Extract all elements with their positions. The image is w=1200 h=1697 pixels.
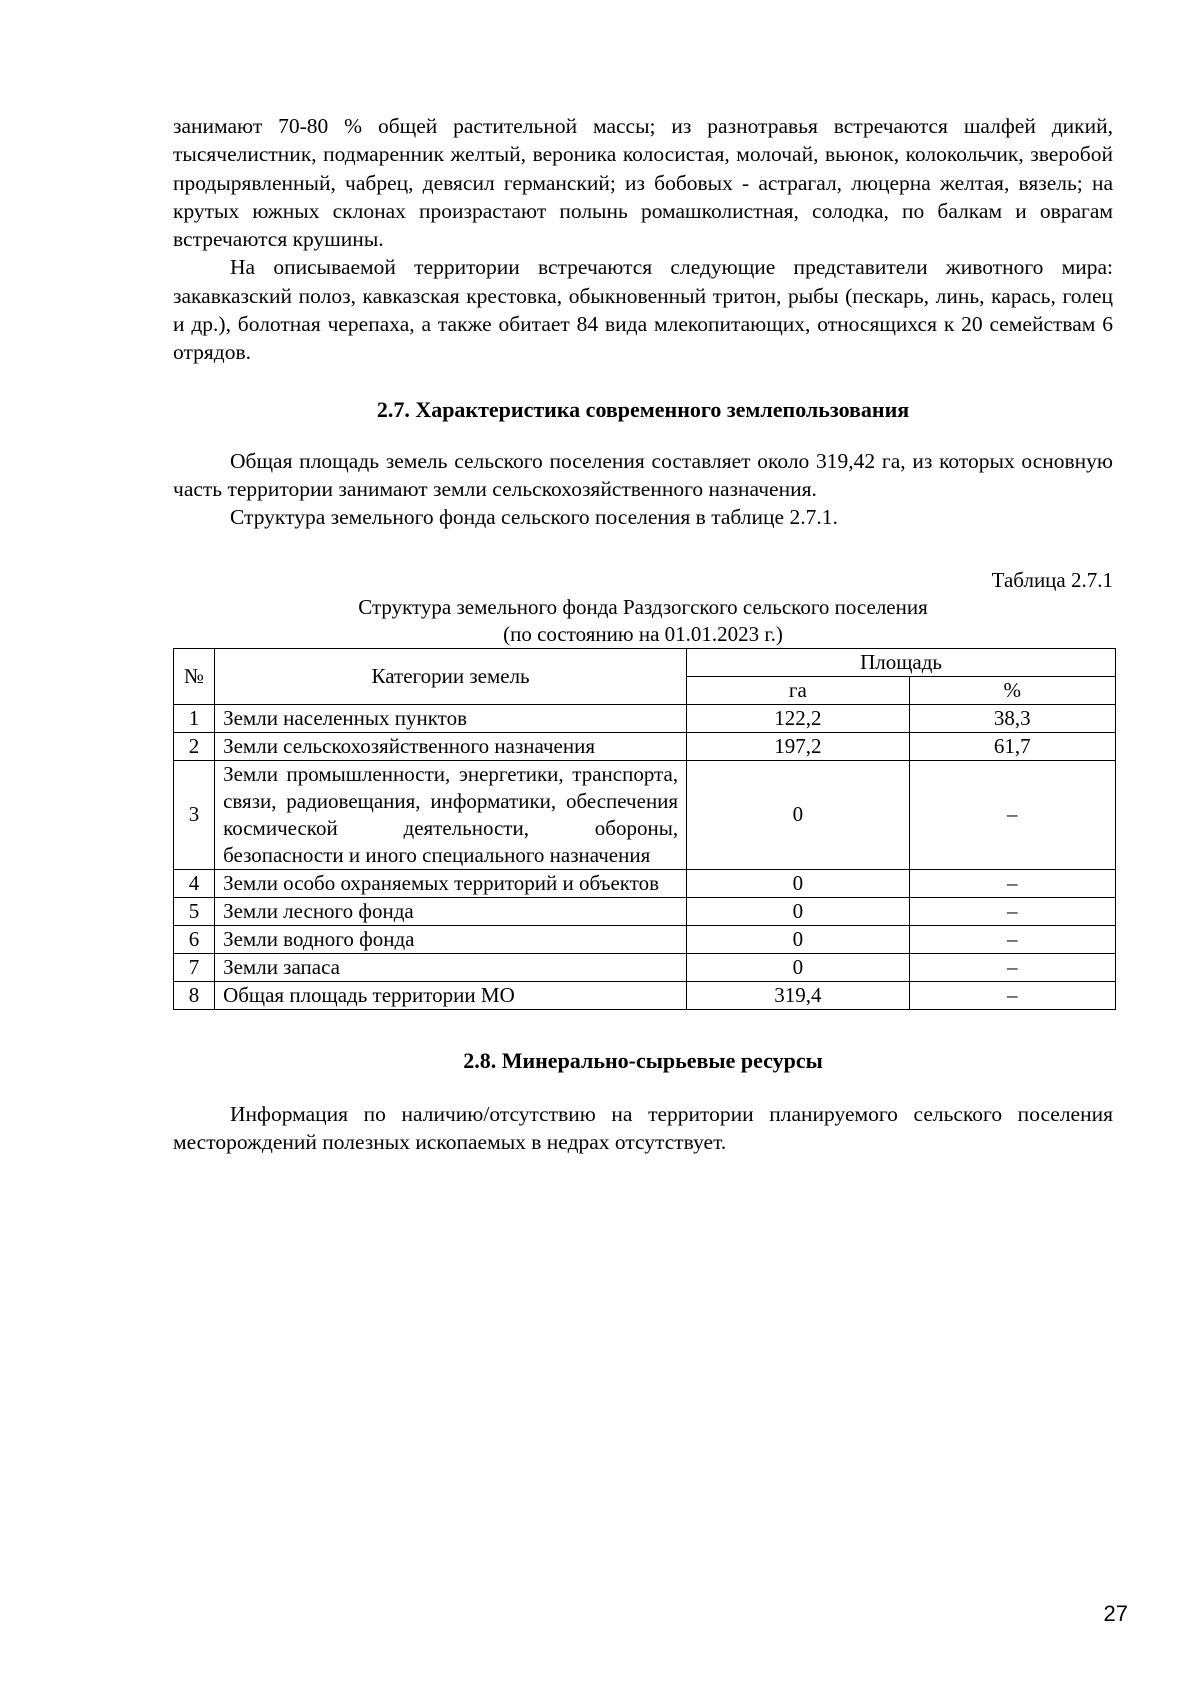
paragraph-table-reference: Структура земельного фонда сельского поселения в таблице 2.7.1.	[230, 505, 838, 530]
header-area: Площадь	[687, 648, 1116, 676]
row-ha: 197,2	[687, 732, 909, 760]
table-row	[174, 925, 1116, 953]
row-pct: 38,3	[909, 704, 1115, 732]
row-category: Земли сельскохозяйственного назначения	[215, 732, 687, 760]
table-row	[174, 704, 1116, 732]
header-category: Категории земель	[215, 648, 687, 704]
document-page	[173, 112, 1113, 1156]
row-ha: 122,2	[687, 704, 909, 732]
table-row	[174, 760, 1116, 869]
row-num: 7	[174, 953, 215, 981]
paragraph-fauna: На описываемой территории встречаются следующие представители животного мира: закавказский полоз, кавказская крестовка, обыкновенный тритон, рыбы (пескарь, линь, карась, голец и др.), болотная черепаха, а также обитает 84 вида млекопитающих, относящихся к 20 семействам 6 отрядов.	[173, 255, 1113, 365]
table-row	[174, 981, 1116, 1009]
paragraph-vegetation: занимают 70-80 % общей растительной массы; из разнотравья встречаются шалфей дикий, тысячелистник, подмаренник желтый, вероника колосистая, молочай, вьюнок, колокольчик, зверобой продырявленный, чабрец, девясил германский; из бобовых - астрагал, люцерна желтая, вязель; на крутых южных склонах произрастают полынь ромашколистная, солодка, по балкам и оврагам встречаются крушины.	[173, 114, 1113, 252]
row-category: Земли лесного фонда	[215, 897, 687, 925]
row-category: Земли особо охраняемых территорий и объектов	[215, 869, 687, 897]
section-title-2-7: 2.7. Характеристика современного землепользования	[376, 396, 910, 422]
row-category: Земли населенных пунктов	[215, 704, 687, 732]
row-ha: 0	[687, 953, 909, 981]
header-pct: %	[909, 676, 1115, 704]
table-title-line-1: Структура земельного фонда Раздзогского сельского поселения	[358, 594, 928, 619]
row-ha: 0	[687, 869, 909, 897]
row-pct: –	[909, 760, 1115, 869]
table-label: Таблица 2.7.1	[991, 567, 1113, 592]
paragraph-total-area: Общая площадь земель сельского поселения составляет около 319,42 га, из которых основную часть территории занимают земли сельскохозяйственного назначения.	[173, 448, 1113, 501]
row-ha: 0	[687, 760, 909, 869]
table-row	[174, 732, 1116, 760]
page-number: 27	[1103, 1601, 1128, 1626]
row-pct: –	[909, 953, 1115, 981]
table-title-line-2: (по состоянию на 01.01.2023 г.)	[503, 621, 783, 646]
row-category: Общая площадь территории МО	[215, 981, 687, 1009]
row-ha: 0	[687, 897, 909, 925]
row-pct: –	[909, 925, 1115, 953]
table-row	[174, 869, 1116, 897]
paragraph-mineral-resources: Информация по наличию/отсутствию на территории планируемого сельского поселения месторождений полезных ископаемых в недрах отсутствует.	[173, 1101, 1113, 1154]
row-num: 4	[174, 869, 215, 897]
row-pct: –	[909, 981, 1115, 1009]
table-row	[174, 953, 1116, 981]
row-ha: 319,4	[687, 981, 909, 1009]
row-num: 1	[174, 704, 215, 732]
row-pct: –	[909, 869, 1115, 897]
row-num: 5	[174, 897, 215, 925]
row-num: 3	[174, 760, 215, 869]
row-pct: 61,7	[909, 732, 1115, 760]
row-category: Земли запаса	[215, 953, 687, 981]
header-ha: га	[687, 676, 909, 704]
row-num: 2	[174, 732, 215, 760]
row-ha: 0	[687, 925, 909, 953]
land-structure-table	[173, 648, 1116, 1010]
row-category: Земли водного фонда	[215, 925, 687, 953]
row-pct: –	[909, 897, 1115, 925]
row-category: Земли промышленности, энергетики, транспорта, связи, радиовещания, информатики, обеспечения космической деятельности, обороны, безопасности и иного специального назначения	[215, 760, 687, 869]
header-num: №	[174, 648, 215, 704]
table-row	[174, 897, 1116, 925]
row-num: 8	[174, 981, 215, 1009]
row-num: 6	[174, 925, 215, 953]
section-title-2-8: 2.8. Минерально-сырьевые ресурсы	[463, 1047, 823, 1073]
